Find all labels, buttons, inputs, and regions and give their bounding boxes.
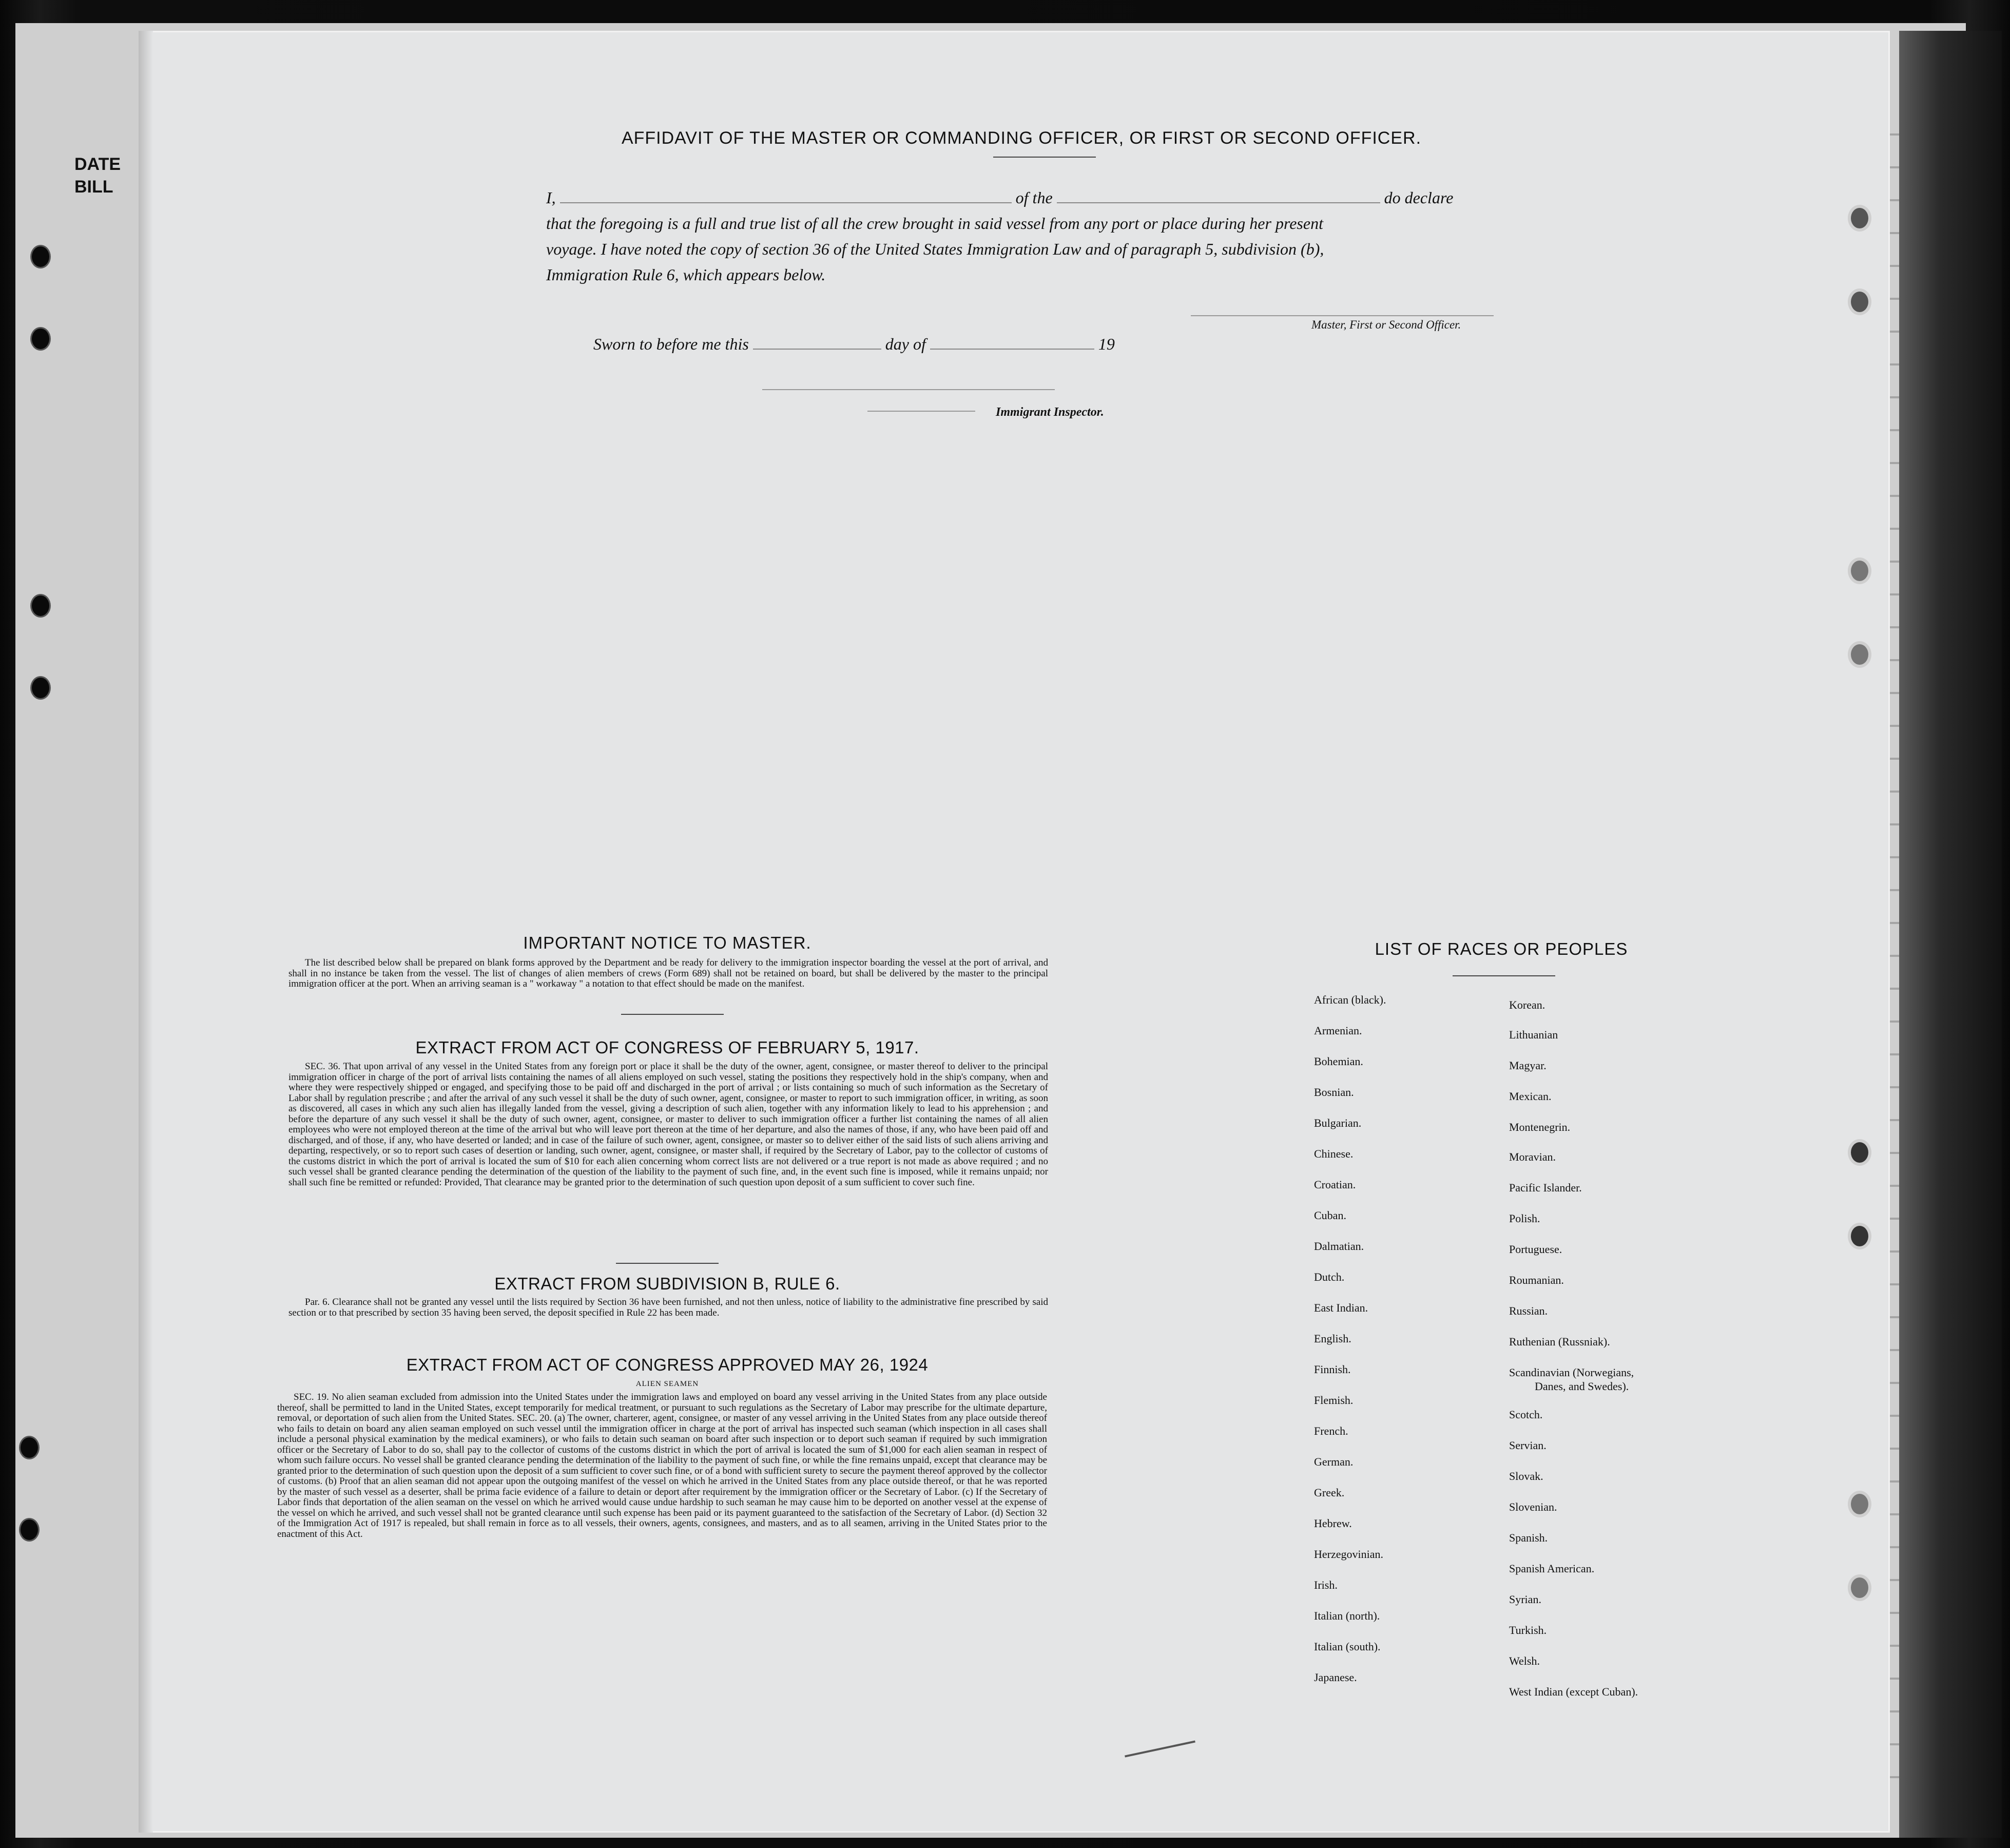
- inspector-label: Immigrant Inspector.: [996, 406, 1104, 419]
- race-item: Russian.: [1509, 1304, 1548, 1317]
- race-item: East Indian.: [1314, 1301, 1368, 1314]
- race-item: Italian (north).: [1314, 1609, 1380, 1622]
- extract-1924-title: EXTRACT FROM ACT OF CONGRESS APPROVED MAY 26, 1924: [406, 1355, 929, 1374]
- race-item: Italian (south).: [1314, 1640, 1381, 1653]
- sworn-day-of: day of: [885, 335, 926, 353]
- race-item: Montenegrin.: [1509, 1121, 1571, 1133]
- section-divider: [616, 1263, 719, 1264]
- left-stamp: [74, 153, 121, 198]
- notice-title: IMPORTANT NOTICE TO MASTER.: [523, 933, 811, 952]
- race-item: Bosnian.: [1314, 1086, 1354, 1099]
- affidavit-line-3: voyage. I have noted the copy of section 36 of the United States Immigration Law and of paragraph 5, subdivision (b),: [546, 240, 1324, 258]
- race-item: Japanese.: [1314, 1671, 1357, 1684]
- race-item: Turkish.: [1509, 1624, 1547, 1637]
- punch-hole-icon: [1851, 644, 1868, 665]
- manifest-page: [139, 31, 1890, 1833]
- race-item: Chinese.: [1314, 1147, 1354, 1160]
- race-item: Bulgarian.: [1314, 1116, 1362, 1129]
- inspector-signature-line[interactable]: [762, 389, 1055, 390]
- extract-rule6-text: Par. 6. Clearance shall not be granted any vessel until the lists required by Section 36 have been furnished, and not then unless, notice of liability to the administrative fine prescribed by said section or to that prescribed by section 35 having been served, the deposit specified in Rule 22 has been made.: [288, 1297, 1048, 1318]
- race-item: Spanish.: [1509, 1531, 1548, 1544]
- affidavit-i: I,: [546, 188, 556, 207]
- affidavit-of-the: of the: [1015, 188, 1053, 207]
- sworn-line: [593, 335, 1115, 354]
- race-item: French.: [1314, 1424, 1348, 1437]
- stamp-bill: BILL: [74, 177, 113, 197]
- race-item: Korean.: [1509, 998, 1545, 1011]
- race-item: Cuban.: [1314, 1209, 1346, 1222]
- next-page-edge: [1899, 31, 2002, 1838]
- punch-hole-icon: [1851, 1142, 1868, 1163]
- race-item: Portuguese.: [1509, 1243, 1562, 1256]
- extract-1917-text: SEC. 36. That upon arrival of any vessel in the United States from any foreign port or place it shall be the duty of the owner, agent, consignee, or master thereof to deliver to the principal immigration officer in charge of the port of arrival lists containing the names of all aliens employed on such vessel, stating the positions they respectively hold in the ship's company, when and where they were respectively shipped or engaged, and specifying those to be paid off and discharged in the port of arrival ; or lists containing so much of such information as the Secretary of Labor shall by regulation prescribe ; and after the arrival of any such vessel it shall be the duty of such owner, agent, consignee, or master to report to such immigration officer, in writing, as soon as discovered, all cases in which any such alien has illegally landed from the vessel, giving a description of such alien, together with any information likely to lead to his apprehension ; and before the departure of any such vessel it shall be the duty of such owner, agent, consignee, or master to deliver to such immigration officer a further list containing the names of all alien employees who were not employed thereon at the time of the arrival but who will leave port thereon at the time of her departure, and also the names of those, if any, who have been paid off and discharged, and of those, if any, who have deserted or landed; and in case of the failure of such owner, agent, consignee, or master so to deliver either of the said lists of such aliens arriving and departing, respectively, or so to report such cases of desertion or landing, such owner, agent, consignee, or master shall, if required by the Secretary of Labor, pay to the collector of customs of the customs district in which the port of arrival is located the sum of $10 for each alien concerning whom correct lists are not delivered or a true report is not made as above required ; and no such vessel shall be granted clearance pending the determination of the question of the liability to the payment of such fine, and, in the event such fine is imposed, while it remains unpaid; nor shall such fine be remitted or refunded: Provided, That clearance may be granted prior to the determination of such question upon deposit of a sum sufficient to cover such fine.: [288, 1061, 1048, 1188]
- punch-hole-icon: [32, 678, 49, 698]
- inspector-short-line: [867, 411, 975, 412]
- punch-hole-icon: [21, 1437, 38, 1458]
- punch-hole-icon: [21, 1519, 38, 1540]
- race-item: Polish.: [1509, 1212, 1540, 1225]
- race-item: Dalmatian.: [1314, 1240, 1364, 1253]
- punch-hole-icon: [1851, 1577, 1868, 1598]
- race-item: Irish.: [1314, 1578, 1338, 1591]
- race-item: Herzegovinian.: [1314, 1548, 1383, 1561]
- punch-hole-icon: [1851, 561, 1868, 581]
- race-item: Dutch.: [1314, 1270, 1345, 1283]
- affidavit-line-2: that the foregoing is a full and true list of all the crew brought in said vessel from any port or place during her present: [546, 214, 1323, 233]
- punch-hole-icon: [32, 246, 49, 267]
- race-item: West Indian (except Cuban).: [1509, 1685, 1638, 1698]
- race-item: Croatian.: [1314, 1178, 1356, 1191]
- affidavit-line-4: Immigration Rule 6, which appears below.: [546, 265, 826, 284]
- affidavit-line-1: [546, 185, 1532, 210]
- race-item: Roumanian.: [1509, 1274, 1564, 1286]
- race-item: Welsh.: [1509, 1654, 1540, 1667]
- page-fold-shadow: [139, 31, 153, 1833]
- extract-1924-text: SEC. 19. No alien seaman excluded from admission into the United States under the immigration laws and employed on board any vessel arriving in the United States from any place outside thereof, shall be permitted to land in the United States, except temporarily for medical treatment, or pursuant to such regulations as the Secretary of Labor may prescribe for the ultimate departure, removal, or deportation of such alien from the United States. SEC. 20. (a) The owner, charterer, agent, consignee, or master of any vessel arriving in the United States from any place outside thereof who fails to detain on board any alien seaman employed on such vessel until the immigration officer in charge at the port of arrival has inspected such seaman (which inspection in all cases shall include a personal physical examination by the medical examiners), or who fails to detain such seaman on board after such inspection or to deport such seaman if required by such immigration officer or the Secretary of Labor to do so, shall pay to the collector of customs of the customs district in which the port of arrival is located the sum of $1,000 for each alien seaman in respect of whom such failure occurs. No vessel shall be granted clearance pending the determination of the liability to the payment of such fine, or while the fine remains unpaid, except that clearance may be granted prior to the determination of such question upon the deposit of a sum sufficient to cover such fine, or of a bond with sufficient surety to secure the payment thereof approved by the collector of customs. (b) Proof that an alien seaman did not appear upon the outgoing manifest of the vessel on which he arrived in the United States from any place outside thereof, or that he was reported by the master of such vessel as a deserter, shall be prima facie evidence of a failure to detain or deport after requirement by the immigration officer or the Secretary of Labor. (c) If the Secretary of Labor finds that deportation of the alien seaman on the vessel on which he arrived would cause undue hardship to such seaman he may cause him to be deported on another vessel at the expense of the vessel on which he arrived, and such vessel shall not be granted clearance until such expense has been paid or its payment guaranteed to the satisfaction of the Secretary of Labor. (d) Section 32 of the Immigration Act of 1917 is repealed, but shall remain in force as to all vessels, their owners, agents, consignees, and masters, and as to all seamen, arriving in the United States prior to the enactment of this Act.: [277, 1392, 1047, 1539]
- race-item: Pacific Islander.: [1509, 1181, 1582, 1194]
- race-item: Ruthenian (Russniak).: [1509, 1335, 1610, 1348]
- race-item: Bohemian.: [1314, 1055, 1363, 1068]
- race-item: Slovenian.: [1509, 1500, 1557, 1513]
- race-item: Flemish.: [1314, 1394, 1354, 1407]
- punch-hole-icon: [1851, 208, 1868, 228]
- race-item: Mexican.: [1509, 1090, 1552, 1103]
- race-item: Scandinavian (Norwegians,: [1509, 1366, 1634, 1379]
- race-item: Armenian.: [1314, 1024, 1362, 1037]
- races-divider: [1453, 975, 1555, 976]
- signature-label: Master, First or Second Officer.: [1311, 318, 1461, 331]
- race-item: Slovak.: [1509, 1470, 1543, 1483]
- punch-hole-icon: [32, 595, 49, 616]
- punch-hole-icon: [32, 329, 49, 349]
- affidavit-do-declare: do declare: [1384, 188, 1454, 207]
- races-title: LIST OF RACES OR PEOPLES: [1375, 939, 1628, 958]
- affidavit-body: [546, 185, 1532, 287]
- race-item: Syrian.: [1509, 1593, 1541, 1606]
- sworn-date-blank[interactable]: [753, 349, 881, 350]
- sworn-month-blank[interactable]: [930, 349, 1094, 350]
- vessel-name-blank[interactable]: [1057, 202, 1380, 203]
- punch-hole-icon: [1851, 292, 1868, 312]
- officer-name-blank[interactable]: [560, 202, 1012, 203]
- title-underline: [993, 157, 1096, 158]
- race-item: Spanish American.: [1509, 1562, 1595, 1575]
- sworn-text: Sworn to before me this: [593, 335, 749, 353]
- race-item: Magyar.: [1509, 1059, 1547, 1072]
- race-item: Hebrew.: [1314, 1517, 1352, 1530]
- punch-hole-icon: [1851, 1494, 1868, 1514]
- stamp-date: DATE: [74, 155, 121, 174]
- race-item: Lithuanian: [1509, 1028, 1558, 1041]
- race-item: German.: [1314, 1455, 1354, 1468]
- notice-text: The list described below shall be prepared on blank forms approved by the Department and be ready for delivery to the immigration inspector boarding the vessel at the port of arrival, and shall in no instance be taken from the vessel. The list of changes of alien members of crews (Form 689) shall not be retained on board, but shall be delivered by the master to the principal immigration officer at the port. When an arriving seaman is a " workaway " a notation to that effect should be made on the manifest.: [288, 957, 1048, 989]
- section-divider: [621, 1014, 724, 1015]
- race-item: Scotch.: [1509, 1408, 1543, 1421]
- signature-line[interactable]: [1191, 315, 1494, 316]
- race-item: Servian.: [1509, 1439, 1547, 1452]
- race-item: Greek.: [1314, 1486, 1345, 1499]
- race-item: Moravian.: [1509, 1150, 1556, 1163]
- extract-rule6-title: EXTRACT FROM SUBDIVISION B, RULE 6.: [494, 1274, 840, 1293]
- race-item: Danes, and Swedes).: [1535, 1380, 1629, 1393]
- race-item: English.: [1314, 1332, 1351, 1345]
- extract-1917-title: EXTRACT FROM ACT OF CONGRESS OF FEBRUARY 5, 1917.: [415, 1038, 919, 1057]
- race-item: Finnish.: [1314, 1363, 1351, 1376]
- punch-hole-icon: [1851, 1226, 1868, 1246]
- affidavit-title: AFFIDAVIT OF THE MASTER OR COMMANDING OFFICER, OR FIRST OR SECOND OFFICER.: [621, 128, 1422, 148]
- race-item: African (black).: [1314, 993, 1386, 1006]
- extract-1924-subtitle: ALIEN SEAMEN: [635, 1380, 699, 1388]
- sworn-year: 19: [1098, 335, 1115, 353]
- left-stamp-area: [31, 103, 154, 847]
